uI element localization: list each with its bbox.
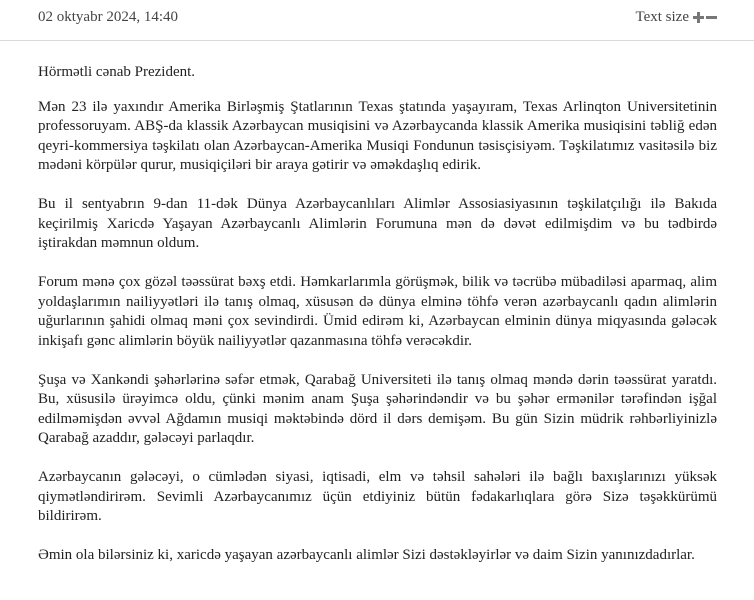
text-size-control — [635, 9, 717, 26]
letter-paragraph-1: Mən 23 ilə yaxındır Amerika Birləşmiş Ştatlarının Texas ştatında yaşayıram, Texas Arlinqton Universitetinin professoruyam. ABŞ-da klassik Azərbaycan musiqisini və Azərbaycanda klassik Amerika musiqisini təbliğ edən qeyri-kommersiya təşkilatı olan Azərbaycan-Amerika Musiqi Fondunun təsisçisiyəm. Təşkilatımız vasitəsilə biz mədəni körpülər qurur, musiqiçiləri bir araya gətirir və əməkdaşlıq edirik. — [38, 98, 717, 173]
article-toolbar — [0, 0, 754, 41]
decrease-text-size-minus-icon[interactable] — [706, 12, 717, 23]
letter-paragraph-3: Forum mənə çox gözəl təəssürat bəxş etdi. Həmkarlarımla görüşmək, bilik və təcrübə mübadiləsi aparmaq, alim yoldaşlarımın nailiyyətləri ilə tanış olmaq, xüsusən də dünya elminə töhfə verən azərbaycanlı qadın alimlərin uğurlarının şahidi olmaq məni çox sevindirdi. Ümid edirəm ki, Azərbaycan elminin dünya miqyasında gələcək inkişafı gənc alimlərin böyük nailiyyətlər qazanmasına töhfə verəcəkdir. — [38, 274, 717, 349]
text-size-label: Text size — [635, 9, 689, 25]
letter-paragraph-2: Bu il sentyabrın 9-dan 11-dək Dünya Azərbaycanlıları Alimlər Assosiasiyasının təşkilatçılığı ilə Bakıda keçirilmiş Xaricdə Yaşayan Azərbaycanlı Alimlərin Forumuna mən də dəvət edilmişdim və bu tədbirdə iştirakdan məmnun oldum. — [38, 196, 717, 251]
letter-paragraph-6: Əmin ola bilərsiniz ki, xaricdə yaşayan azərbaycanlı alimlər Sizi dəstəkləyirlər və daim Sizin yanınızdadırlar. — [38, 547, 695, 563]
letter-paragraph-4: Şuşa və Xankəndi şəhərlərinə səfər etmək, Qarabağ Universiteti ilə tanış olmaq məndə dərin təəssürat yaratdı. Bu, xüsusilə ürəyimcə oldu, çünki mənim anam Şuşa şəhərindəndir və bu şəhər ermənilər tərəfindən işğal edilməmişdən əvvəl Ağdamın musiqi məktəbində dörd il dərs demişəm. Bu gün Sizin müdrik rəhbərliyinizlə Qarabağ azaddır, gələcəyi parlaqdır. — [38, 371, 717, 446]
letter-body — [38, 63, 717, 585]
increase-text-size-plus-icon[interactable] — [693, 12, 704, 23]
publish-date: 02 oktyabr 2024, 14:40 — [38, 9, 178, 25]
letter-paragraph-5: Azərbaycanın gələcəyi, o cümlədən siyasi, iqtisadi, elm və təhsil sahələri ilə bağlı baxışlarınızı yüksək qiymətləndirirəm. Sevimli Azərbaycanımız üçün etdiyiniz bütün fədakarlıqlara görə Sizə təşəkkürümü bildirirəm. — [38, 469, 717, 524]
letter-greeting: Hörmətli cənab Prezident. — [38, 64, 196, 80]
